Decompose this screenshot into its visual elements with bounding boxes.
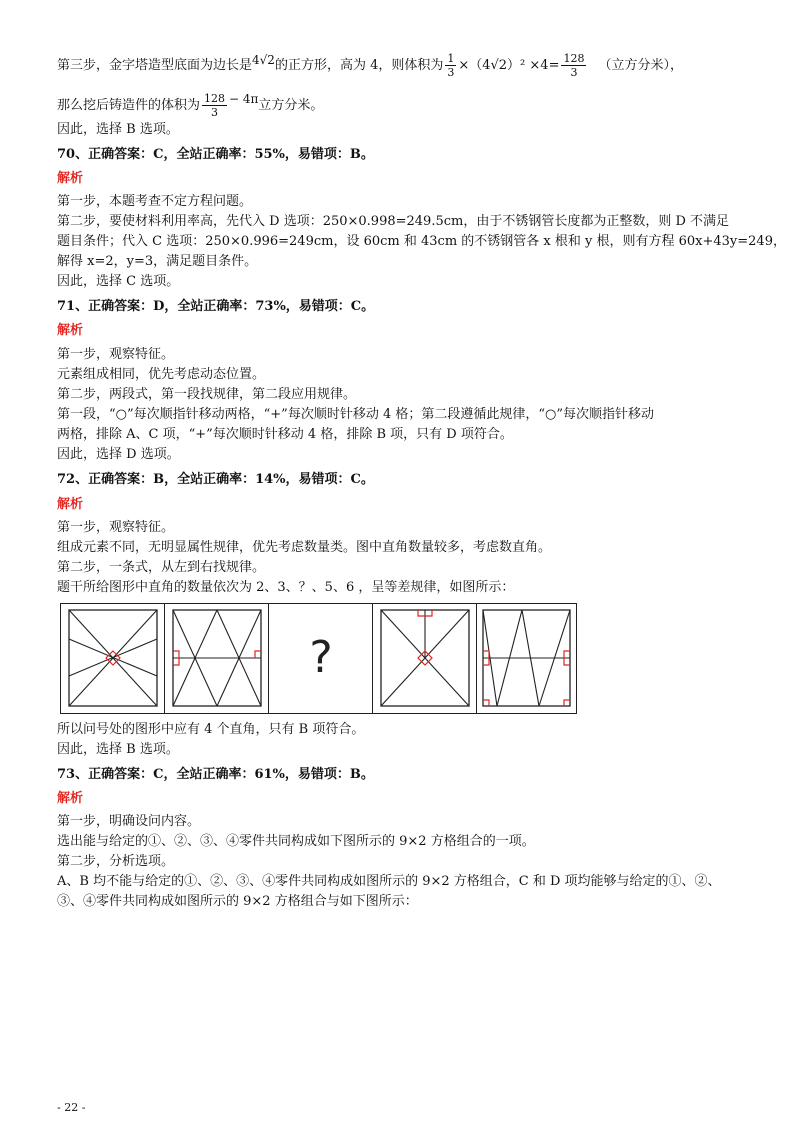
q72-heading: 72、正确答案：B，全站正确率：14%，易错项：C。 bbox=[57, 472, 374, 487]
q72-step1-detail: 组成元素不同，无明显属性规律，优先考虑数量类。图中直角数量较多，考虑数直角。 bbox=[57, 540, 552, 555]
q72-step2: 第二步，一条式，从左到右找规律。 bbox=[57, 560, 266, 575]
q71-step2: 第二步，两段式，第一段找规律，第二段应用规律。 bbox=[57, 387, 357, 402]
text: 立方分米。 bbox=[258, 98, 324, 113]
radical-expression: 4√2 bbox=[252, 53, 275, 67]
page-number: - 22 - bbox=[57, 1101, 86, 1114]
text: 那么挖后铸造件的体积为 bbox=[57, 98, 201, 113]
fraction-numerator: 128 bbox=[204, 92, 226, 105]
q72-sequence-line: 题干所给图形中直角的数量依次为 2、3、？、5、6 ，呈等差规律，如图所示： bbox=[57, 580, 515, 595]
q70-step2-line2: 题目条件；代入 C 选项：250×0.996=249cm，设 60cm 和 43cm 的不锈钢管各 x 根和 y 根，则有方程 60x+43y=249， bbox=[57, 234, 786, 249]
right-angle-marker bbox=[425, 610, 432, 616]
q70-step2-line3: 解得 x=2，y=3，满足题目条件。 bbox=[57, 254, 258, 269]
figure-panel-2 bbox=[165, 604, 269, 713]
fraction-128-over-3 bbox=[561, 52, 586, 79]
fraction-denominator: 3 bbox=[570, 66, 578, 79]
q71-detail-line1: 第一段，“○”每次顺指针移动两格，“+”每次顺时针移动 4 格；第二段遵循此规律，“○”每次顺指针移动 bbox=[57, 407, 654, 422]
figure-panel-3 bbox=[269, 604, 373, 713]
panel-4-drawing bbox=[373, 604, 477, 713]
step3-hollow-volume-line bbox=[57, 92, 323, 119]
q70-conclusion: 因此，选择 C 选项。 bbox=[57, 274, 180, 289]
text: ×（4√2）² ×4= bbox=[458, 58, 560, 73]
q70-heading: 70、正确答案：C，全站正确率：55%，易错项：B。 bbox=[57, 147, 374, 162]
panel-1-drawing bbox=[61, 604, 165, 713]
fraction-numerator: 128 bbox=[563, 52, 585, 65]
q73-analysis-label: 解析 bbox=[57, 791, 84, 806]
fraction-one-third bbox=[445, 52, 456, 79]
step3-volume-line bbox=[57, 52, 683, 79]
right-angle-marker bbox=[483, 658, 489, 665]
q70-analysis-label: 解析 bbox=[57, 171, 84, 186]
q73-step1: 第一步，明确设问内容。 bbox=[57, 814, 201, 829]
q71-step1: 第一步，观察特征。 bbox=[57, 347, 175, 362]
right-angle-marker bbox=[255, 651, 261, 658]
fraction-denominator: 3 bbox=[211, 106, 219, 119]
text: 的正方形，高为 4，则体积为 bbox=[274, 58, 444, 73]
q73-step2: 第二步，分析选项。 bbox=[57, 854, 175, 869]
q73-detail-line2: ③、④零件共同构成如图所示的 9×2 方格组合与如下图所示： bbox=[57, 894, 418, 909]
q73-detail-line1: A、B 均不能与给定的①、②、③、④零件共同构成如图所示的 9×2 方格组合，C 和 D 项均能够与给定的①、②、 bbox=[57, 874, 721, 889]
right-angle-marker bbox=[564, 658, 570, 665]
fraction-numerator: 1 bbox=[447, 52, 455, 65]
q71-heading: 71、正确答案：D，全站正确率：73%，易错项：C。 bbox=[57, 299, 375, 314]
q71-detail-line2: 两格，排除 A、C 项，“+”每次顺时针移动 4 格，排除 B 项，只有 D 项符合。 bbox=[57, 427, 513, 442]
q71-conclusion: 因此，选择 D 选项。 bbox=[57, 447, 180, 462]
q71-step1-detail: 元素组成相同，优先考虑动态位置。 bbox=[57, 367, 266, 382]
fraction-128-over-3 bbox=[202, 92, 227, 119]
figure-panel-5 bbox=[477, 604, 576, 713]
right-angle-figure bbox=[60, 603, 577, 714]
q71-analysis-label: 解析 bbox=[57, 323, 84, 338]
question-mark: ? bbox=[309, 632, 333, 683]
right-angle-marker bbox=[564, 651, 570, 658]
right-angle-marker bbox=[483, 651, 489, 658]
q73-heading: 73、正确答案：C，全站正确率：61%，易错项：B。 bbox=[57, 767, 374, 782]
text: 第三步，金字塔造型底面为边长是 bbox=[57, 58, 253, 73]
right-angle-marker bbox=[173, 658, 179, 665]
right-angle-marker bbox=[173, 651, 179, 658]
figure-panel-4 bbox=[373, 604, 477, 713]
q73-step1-detail: 选出能与给定的①、②、③、④零件共同构成如下图所示的 9×2 方格组合的一项。 bbox=[57, 834, 535, 849]
q72-analysis-label: 解析 bbox=[57, 497, 84, 512]
text: − 4π bbox=[229, 92, 259, 106]
q72-conclusion: 因此，选择 B 选项。 bbox=[57, 742, 179, 757]
right-angle-marker bbox=[564, 700, 570, 706]
fraction-denominator: 3 bbox=[447, 66, 455, 79]
q72-step1: 第一步，观察特征。 bbox=[57, 520, 175, 535]
figure-panel-1 bbox=[61, 604, 165, 713]
q70-step1: 第一步，本题考查不定方程问题。 bbox=[57, 194, 253, 209]
text: （立方分米）， bbox=[598, 58, 683, 73]
conclusion-line: 因此，选择 B 选项。 bbox=[57, 122, 179, 137]
panel-2-drawing bbox=[165, 604, 269, 713]
panel-5-drawing bbox=[477, 604, 576, 713]
q70-step2-line1: 第二步，要使材料利用率高，先代入 D 选项：250×0.998=249.5cm，由于不锈钢管长度都为正整数，则 D 不满足 bbox=[57, 214, 730, 229]
q72-result: 所以问号处的图形中应有 4 个直角，只有 B 项符合。 bbox=[57, 722, 365, 737]
right-angle-marker bbox=[418, 610, 425, 616]
right-angle-marker bbox=[483, 700, 489, 706]
